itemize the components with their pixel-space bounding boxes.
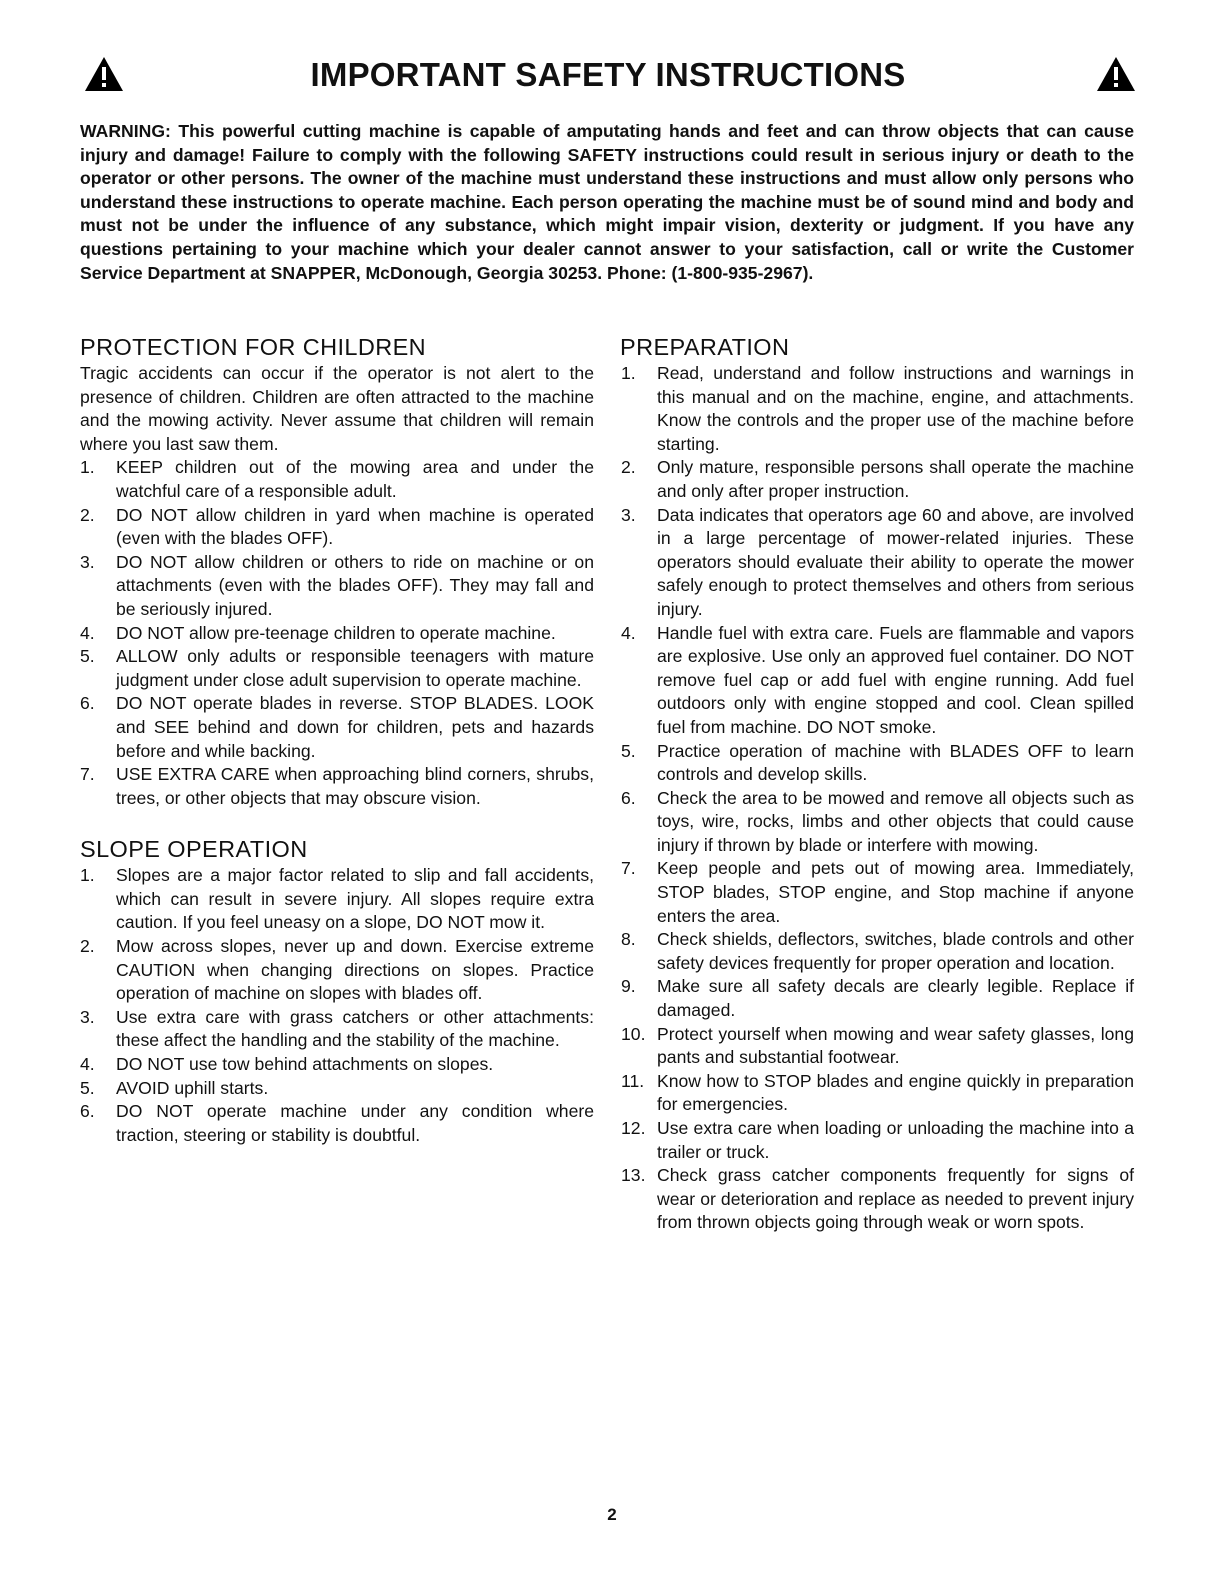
list-item [621,362,1134,456]
item-text: Mow across slopes, never up and down. Exercise extreme CAUTION when changing directions on slopes. Practice operation of machine on slopes with blades off. [116,936,594,1004]
list-item [621,1117,1134,1164]
item-number: 1. [621,363,636,383]
item-text: Protect yourself when mowing and wear safety glasses, long pants and substantial footwear. [657,1023,1134,1068]
list-item [621,622,1134,740]
list-item [621,1164,1134,1235]
item-text: DO NOT allow pre-teenage children to operate machine. [116,622,556,643]
item-number: 7. [80,764,95,785]
item-text: ALLOW only adults or responsible teenagers with mature judgment under close adult supervision to operate machine. [116,646,594,690]
children-heading: PROTECTION FOR CHILDREN [80,334,427,360]
item-number: 5. [621,740,636,761]
item-number: 1. [80,457,95,478]
item-number: 3. [80,1006,95,1027]
list-item [621,1023,1134,1070]
item-number: 2. [80,504,95,525]
item-number: 1. [80,865,95,886]
item-text: DO NOT allow children or others to ride on machine or on attachments (even with the blades OFF). They may fall and be seriously injured. [116,551,594,619]
list-item [80,1100,594,1147]
item-text: KEEP children out of the mowing area and under the watchful care of a responsible adult. [116,457,594,501]
item-number: 2. [80,936,95,957]
item-text: AVOID uphill starts. [116,1077,269,1098]
item-number: 13. [621,1165,646,1186]
item-number: 10. [621,1023,646,1044]
title-row [80,52,1136,102]
list-item [80,1006,594,1053]
children-intro: Tragic accidents can occur if the operator is not alert to the presence of children. Children are often attracted to the machine and the mowing activity. Never assume that children will remain where you last saw them. [80,363,594,454]
item-text: Read, understand and follow instructions and warnings in this manual and on the machine, engine, and attachments. Know the controls and the proper use of the machine before starting. [657,363,1134,454]
list-item [621,1070,1134,1117]
slope-list [80,864,594,1147]
item-text: Check grass catcher components frequently for signs of wear or deterioration and replace as needed to prevent injury from thrown objects going through weak or worn spots. [657,1165,1134,1233]
item-text: Know how to STOP blades and engine quickly in preparation for emergencies. [657,1070,1134,1115]
item-text: Make sure all safety decals are clearly legible. Replace if damaged. [657,976,1134,1021]
list-item [621,857,1134,928]
item-text: Only mature, responsible persons shall operate the machine and only after proper instruction. [657,457,1134,501]
list-item [621,928,1134,975]
list-item [80,935,594,1006]
item-text: Use extra care with grass catchers or other attachments: these affect the handling and the stability of the machine. [116,1006,594,1051]
warning-triangle-icon [1096,56,1136,92]
item-number: 2. [621,457,636,478]
item-text: DO NOT allow children in yard when machine is operated (even with the blades OFF). [116,504,594,549]
item-text: Check shields, deflectors, switches, blade controls and other safety devices frequently for proper operation and location. [657,929,1134,973]
page-number: 2 [607,1505,617,1524]
item-text: Check the area to be mowed and remove all objects such as toys, wire, rocks, limbs and other objects that could cause injury if thrown by blade or interfere with mowing. [657,787,1134,855]
item-number: 5. [80,1077,95,1098]
item-text: Data indicates that operators age 60 and above, are involved in a large percentage of mower-related injuries. These operators should evaluate their ability to operate the mower safely enough to protect themselves and others from serious injury. [657,504,1134,619]
item-number: 4. [80,1054,95,1075]
list-item [80,692,594,763]
item-number: 6. [621,787,636,808]
item-number: 3. [80,551,95,572]
item-text: Practice operation of machine with BLADES OFF to learn controls and develop skills. [657,740,1134,785]
slope-heading: SLOPE OPERATION [80,836,308,863]
list-item [80,456,594,503]
item-text: Slopes are a major factor related to slip and fall accidents, which can result in severe injury. All slopes require extra caution. If you feel uneasy on a slope, DO NOT mow it. [116,865,594,933]
list-item [621,456,1134,503]
preparation-heading: PREPARATION [620,334,790,360]
item-number: 4. [80,622,95,643]
right-column [620,332,1134,1235]
item-text: DO NOT operate blades in reverse. STOP BLADES. LOOK and SEE behind and down for children, pets and hazards before and while backing. [116,693,594,761]
list-item [80,864,594,935]
item-text: Use extra care when loading or unloading the machine into a trailer or truck. [657,1118,1134,1162]
item-number: 8. [621,929,636,950]
list-item [621,740,1134,787]
item-text: DO NOT use tow behind attachments on slopes. [116,1054,494,1075]
item-text: DO NOT operate machine under any condition where traction, steering or stability is doubtful. [116,1101,594,1145]
item-text: USE EXTRA CARE when approaching blind corners, shrubs, trees, or other objects that may obscure vision. [116,764,594,808]
list-item [80,1077,594,1101]
list-item [80,763,594,810]
list-item [621,504,1134,622]
item-number: 9. [621,976,636,997]
item-text: Keep people and pets out of mowing area. Immediately, STOP blades, STOP engine, and Stop machine if anyone enters the area. [657,858,1134,926]
list-item [80,551,594,622]
item-number: 7. [621,858,636,879]
item-number: 11. [621,1070,645,1091]
warning-paragraph: WARNING: This powerful cutting machine is capable of amputating hands and feet and can throw objects that can cause injury and damage! Failure to comply with the following SAFETY instructions could result in serious injury or death to the operator or other persons. The owner of the machine must understand these instructions and must allow only persons who understand these instructions to operate machine. Each person operating the machine must be of sound mind and body and must not be under the influence of any substance, which might impair vision, dexterity or judgment. If you have any questions pertaining to your machine which your dealer cannot answer to your satisfaction, call or write the Customer Service Department at SNAPPER, McDonough, Georgia 30253. Phone: (1-800-935-2967). [80,121,1134,283]
item-text: Handle fuel with extra care. Fuels are flammable and vapors are explosive. Use only an approved fuel container. DO NOT remove fuel cap or add fuel with engine running. Add fuel outdoors only with engine stopped and cool. Clean spilled fuel from machine. DO NOT smoke. [657,622,1134,737]
list-item [80,1053,594,1077]
item-number: 3. [621,504,636,525]
list-item [621,787,1134,858]
page-title: IMPORTANT SAFETY INSTRUCTIONS [310,56,906,93]
item-number: 5. [80,646,95,667]
item-number: 12. [621,1118,646,1138]
list-item [621,975,1134,1022]
item-number: 6. [80,693,95,714]
list-item [80,504,594,551]
children-list [80,456,594,810]
item-number: 6. [80,1101,95,1122]
item-number: 4. [621,622,636,643]
preparation-list [621,362,1134,1235]
list-item [80,622,594,646]
left-column [80,332,594,1147]
list-item [80,645,594,692]
